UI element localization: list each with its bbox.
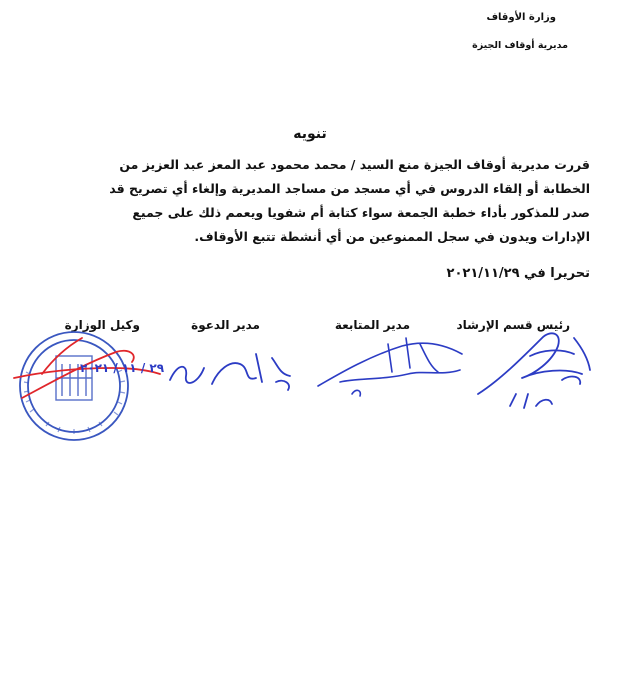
directorate-header: مديرية أوقاف الجيزة — [472, 40, 568, 51]
signature-followup-director — [312, 330, 472, 402]
signatory-guidance-head: رئيس قسم الإرشاد — [456, 318, 570, 332]
signature-dawah-director — [160, 336, 300, 398]
ministry-header: وزارة الأوقاف — [486, 12, 556, 23]
issue-date: تحريرا في ٢٠٢١/١١/٢٩ — [446, 266, 590, 281]
notice-title: تنويه — [293, 126, 327, 142]
official-stamp — [12, 322, 165, 454]
signatory-followup-director: مدير المتابعة — [334, 318, 410, 332]
notice-line: قررت مديرية أوقاف الجيزة منع السيد / محمد محمود عبد المعز عبد العزيز من — [119, 157, 590, 172]
signature-guidance-head — [470, 318, 610, 418]
handwritten-date: ٢٩ / ١١ / ٢٠٢١ — [79, 361, 165, 375]
notice-line: صدر للمذكور بأداء خطبة الجمعة سواء كتابة أم شفويا ويعمم ذلك على جميع — [132, 205, 590, 220]
notice-body — [24, 153, 590, 249]
signatory-undersecretary: وكيل الوزارة — [64, 318, 140, 332]
notice-line: الخطابة أو إلقاء الدروس في أي مسجد من مساجد المديرية وإلغاء أي تصريح قد — [109, 181, 590, 196]
signatory-dawah-director: مدير الدعوة — [191, 318, 260, 332]
notice-line: الإدارات ويدون في سجل الممنوعين من أي أنشطة تتبع الأوقاف. — [194, 229, 590, 244]
